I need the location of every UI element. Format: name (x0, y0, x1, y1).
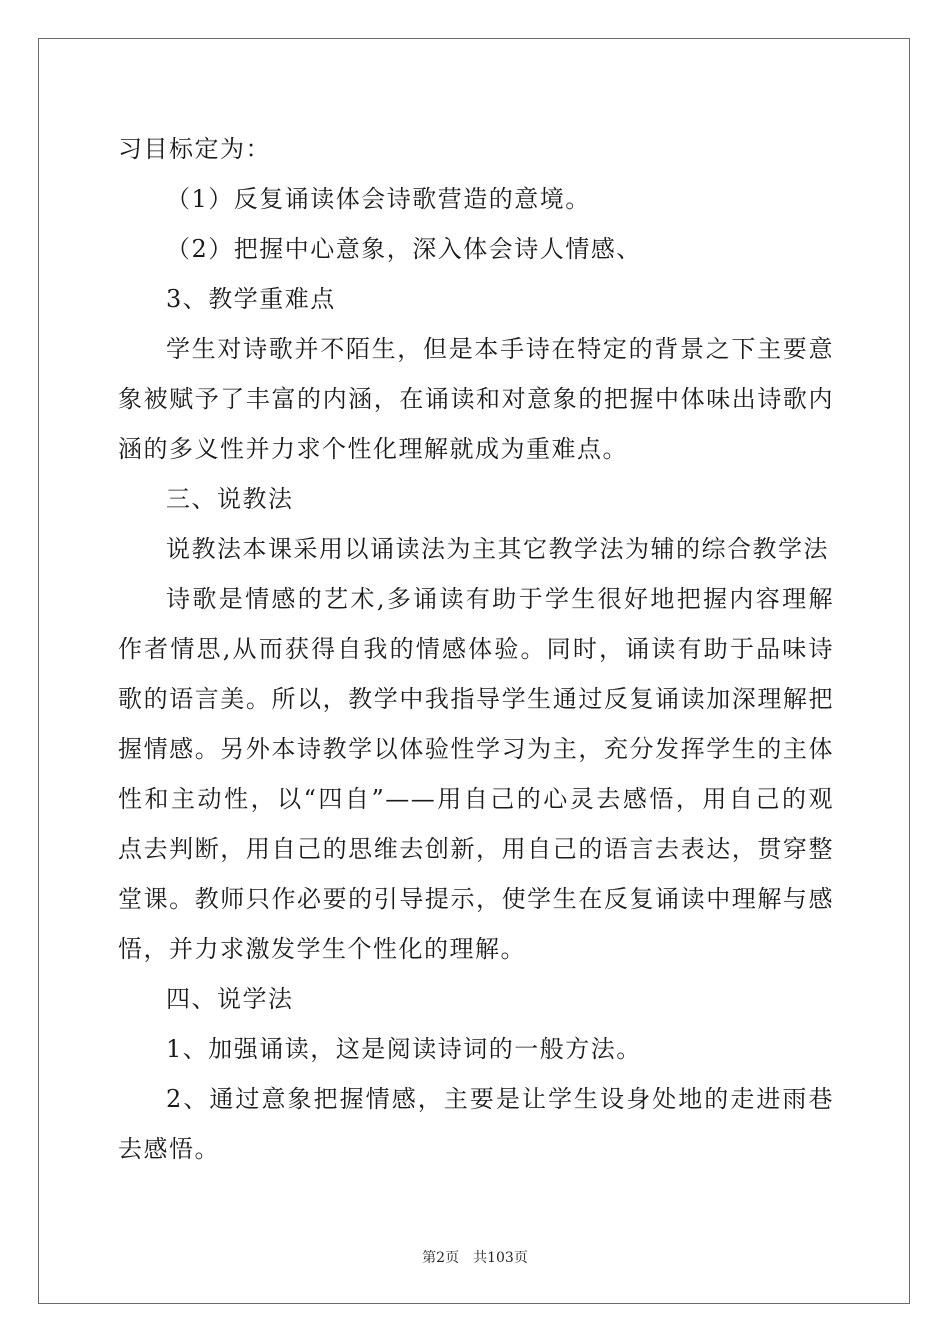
paragraph-10: 1、加强诵读，这是阅读诗词的一般方法。 (166, 1035, 642, 1063)
paragraph-8: 诗歌是情感的艺术,多诵读有助于学生很好地把握内容理解作者情思,从而获得自我的情感体验。同时，诵读有助于品味诗歌的语言美。所以，教学中我指导学生通过反复诵读加深理解把握情感。另外本诗教学以体验性学习为主，充分发挥学生的主体性和主动性，以“四自”——用自己的心灵去感悟，用自己的观点去判断，用自己的思维去创新，用自己的语言去表达，贯穿整堂课。教师只作必要的引导提示，使学生在反复诵读中理解与感悟，并力求激发学生个性化的理解。 (118, 585, 834, 963)
paragraph-5: 学生对诗歌并不陌生，但是本手诗在特定的背景之下主要意象被赋予了丰富的内涵，在诵读和对意象的把握中体味出诗歌内涵的多义性并力求个性化理解就成为重难点。 (118, 335, 834, 463)
page-total: 共103页 (473, 1250, 528, 1266)
section-heading-learning-method: 四、说学法 (166, 985, 294, 1013)
paragraph-2: （1）反复诵读体会诗歌营造的意境。 (166, 185, 591, 213)
paragraph-3: （2）把握中心意象，深入体会诗人情感、 (166, 235, 642, 263)
page-number: 第2页 (422, 1250, 460, 1266)
paragraph-1: 习目标定为： (118, 135, 271, 163)
document-body (118, 124, 834, 1174)
paragraph-7: 说教法本课采用以诵读法为主其它教学法为辅的综合教学法 (166, 535, 829, 563)
page-footer (0, 1247, 950, 1267)
paragraph-11: 2、通过意象把握情感，主要是让学生设身处地的走进雨巷去感悟。 (118, 1085, 834, 1163)
section-heading-teaching-method: 三、说教法 (166, 485, 294, 513)
section-heading-difficulties: 3、教学重难点 (166, 285, 336, 313)
